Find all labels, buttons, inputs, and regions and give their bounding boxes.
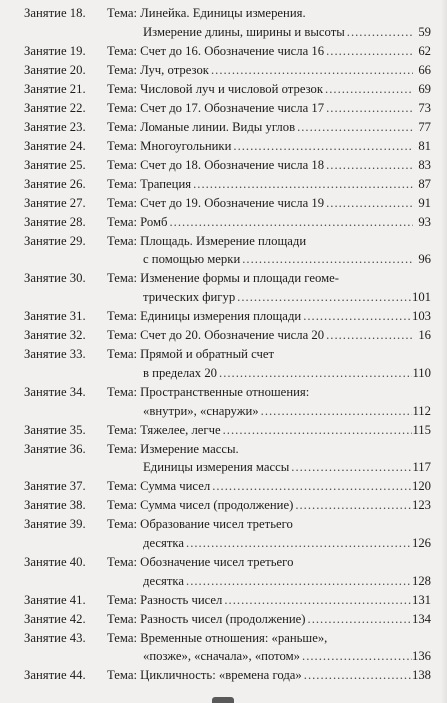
entry-line [107, 4, 431, 23]
page-number: 81 [418, 138, 431, 153]
entry-line [107, 345, 431, 364]
lesson-number: Занятие 18. [24, 6, 86, 20]
lesson-number: Занятие 34. [24, 384, 86, 399]
entry-title: Тема: Пространственные отношения: [107, 384, 310, 399]
entry-line [107, 647, 431, 666]
toc-entry [24, 4, 431, 41]
entry-title: Измерение длины, ширины и высоты [143, 24, 345, 39]
dot-leader [184, 572, 412, 591]
toc-entry [24, 326, 431, 345]
entry-title: Тема: Обозначение чисел третьего [107, 554, 294, 569]
entry-line [107, 61, 431, 80]
entry-title: Тема: Числовой луч и числовой отрезок [107, 81, 324, 96]
entry-title: с помощью мерки [143, 252, 241, 267]
entry-title: Тема: Многоугольники [107, 138, 232, 153]
entry-line [107, 477, 431, 496]
page-number: 123 [411, 498, 431, 513]
dot-leader [302, 666, 412, 685]
dot-leader [324, 326, 413, 345]
entry-title: Тема: Счет до 18. Обозначение числа 18 [107, 157, 325, 172]
lesson-number: Занятие 38. [24, 498, 86, 513]
entry-body [107, 194, 431, 213]
entry-title: Тема: Тяжелее, легче [107, 422, 221, 437]
entry-title: Тема: Площадь. Измерение площади [107, 233, 307, 248]
page-number: 131 [411, 592, 431, 607]
entry-line [107, 591, 431, 610]
page-number: 103 [411, 309, 431, 324]
entry-line [107, 194, 431, 213]
dot-leader [209, 61, 413, 80]
page-number: 91 [418, 195, 431, 210]
entry-line [107, 269, 431, 288]
lesson-number: Занятие 44. [24, 668, 86, 683]
page-number: 110 [412, 365, 431, 380]
page-number: 112 [412, 403, 431, 418]
entry-body [107, 383, 431, 420]
entry-body [107, 515, 431, 552]
entry-body [107, 269, 431, 306]
entry-title: Тема: Разность чисел (продолжение) [107, 611, 306, 626]
toc-entry [24, 118, 431, 137]
toc-entry [24, 666, 431, 685]
lesson-number: Занятие 21. [24, 81, 86, 96]
entry-body [107, 307, 431, 326]
entry-line [107, 458, 431, 477]
entry-title: Тема: Разность чисел [107, 592, 223, 607]
page-number: 87 [418, 176, 431, 191]
entry-line [107, 364, 431, 383]
dot-leader [289, 458, 412, 477]
dot-leader [191, 175, 413, 194]
dot-leader [295, 118, 413, 137]
page-number: 59 [418, 24, 431, 39]
toc-entry [24, 515, 431, 552]
entry-line [107, 383, 431, 402]
toc-entry [24, 137, 431, 156]
page-number: 136 [411, 649, 431, 664]
entry-title: Тема: Счет до 20. Обозначение числа 20 [107, 328, 325, 343]
entry-title: в пределах 20 [143, 365, 218, 380]
dot-leader [293, 496, 412, 515]
dot-leader [259, 402, 413, 421]
toc-entry [24, 80, 431, 99]
entry-line [107, 213, 431, 232]
entry-body [107, 421, 431, 440]
entry-line [107, 250, 431, 269]
entry-body [107, 156, 431, 175]
entry-line [107, 232, 431, 251]
entry-line [107, 402, 431, 421]
lesson-number: Занятие 25. [24, 157, 86, 172]
lesson-number: Занятие 40. [24, 554, 86, 569]
entry-body [107, 118, 431, 137]
entry-line [107, 496, 431, 515]
entry-title: Тема: Луч, отрезок [107, 62, 209, 77]
toc-entry [24, 175, 431, 194]
entry-body [107, 99, 431, 118]
dot-leader [345, 23, 413, 42]
entry-line [107, 572, 431, 591]
entry-title: Тема: Изменение формы и площади геоме- [107, 271, 339, 286]
page-number: 77 [418, 119, 431, 134]
entry-body [107, 666, 431, 685]
entry-line [107, 326, 431, 345]
toc-entry [24, 156, 431, 175]
dot-leader [168, 213, 414, 232]
dot-leader [217, 364, 412, 383]
page-number: 93 [418, 214, 431, 229]
page-number: 134 [411, 611, 431, 626]
page-number: 120 [411, 479, 431, 494]
lesson-number: Занятие 27. [24, 195, 86, 210]
lesson-number: Занятие 24. [24, 138, 86, 153]
entry-body [107, 496, 431, 515]
dot-leader [210, 477, 412, 496]
toc-entry [24, 591, 431, 610]
entry-title: Тема: Сумма чисел (продолжение) [107, 498, 294, 513]
entry-line [107, 99, 431, 118]
lesson-number: Занятие 30. [24, 271, 86, 286]
entry-title: «внутри», «снаружи» [143, 403, 259, 418]
lesson-number: Занятие 19. [24, 43, 86, 58]
entry-body [107, 477, 431, 496]
entry-line [107, 553, 431, 572]
lesson-number: Занятие 36. [24, 441, 86, 456]
entry-body [107, 232, 431, 269]
lesson-number: Занятие 43. [24, 630, 86, 645]
dot-leader [221, 421, 413, 440]
entry-body [107, 345, 431, 382]
lesson-number: Занятие 28. [24, 214, 86, 229]
entry-title: Тема: Трапеция [107, 176, 192, 191]
entry-title: Тема: Ломаные линии. Виды углов [107, 119, 296, 134]
dot-leader [306, 610, 412, 629]
entry-line [107, 666, 431, 685]
page-number: 128 [411, 573, 431, 588]
dot-leader [231, 137, 413, 156]
lesson-number: Занятие 41. [24, 592, 86, 607]
entry-body [107, 80, 431, 99]
entry-line [107, 118, 431, 137]
entry-body [107, 440, 431, 477]
entry-body [107, 175, 431, 194]
dot-leader [240, 250, 413, 269]
entry-line [107, 515, 431, 534]
lesson-number: Занятие 37. [24, 479, 86, 494]
lesson-number: Занятие 23. [24, 119, 86, 134]
entry-body [107, 326, 431, 345]
lesson-number: Занятие 20. [24, 62, 86, 77]
toc-entry [24, 61, 431, 80]
lesson-number: Занятие 32. [24, 328, 86, 343]
page-number: 16 [418, 328, 431, 343]
toc-entry [24, 477, 431, 496]
entry-title: «позже», «сначала», «потом» [143, 649, 301, 664]
entry-body [107, 591, 431, 610]
page-number: 69 [418, 81, 431, 96]
page-number: 126 [411, 535, 431, 550]
lesson-number: Занятие 31. [24, 309, 86, 324]
lesson-number: Занятие 42. [24, 611, 86, 626]
page-number: 101 [411, 290, 431, 305]
entry-title: Тема: Сумма чисел [107, 479, 211, 494]
dot-leader [184, 534, 412, 553]
dot-leader [222, 591, 412, 610]
entry-title: трических фигур [143, 290, 236, 305]
dot-leader [323, 80, 413, 99]
entry-title: десятка [143, 535, 185, 550]
page-number: 96 [418, 252, 431, 267]
entry-title: Тема: Счет до 16. Обозначение числа 16 [107, 43, 325, 58]
toc-entry [24, 553, 431, 590]
entry-line [107, 440, 431, 459]
entry-title: десятка [143, 573, 185, 588]
page-number: 138 [411, 668, 431, 683]
lesson-number: Занятие 29. [24, 233, 86, 248]
entry-title: Единицы измерения массы [143, 460, 290, 475]
toc-entry [24, 421, 431, 440]
entry-title: Тема: Счет до 17. Обозначение числа 17 [107, 100, 325, 115]
page-number: 117 [412, 460, 431, 475]
entry-title: Тема: Линейка. Единицы измерения. [107, 6, 306, 20]
entry-line [107, 288, 431, 307]
entry-title: Тема: Временные отношения: «раньше», [107, 630, 328, 645]
page-edge-shadow [441, 0, 447, 703]
entry-line [107, 629, 431, 648]
entry-body [107, 4, 431, 41]
lesson-number: Занятие 26. [24, 176, 86, 191]
page-number: 115 [412, 422, 431, 437]
dot-leader [324, 99, 413, 118]
toc-entry [24, 194, 431, 213]
dot-leader [324, 42, 413, 61]
toc-entry [24, 345, 431, 382]
entry-title: Тема: Единицы измерения площади [107, 309, 302, 324]
lesson-number: Занятие 22. [24, 100, 86, 115]
dot-leader [300, 647, 412, 666]
entry-line [107, 421, 431, 440]
entry-title: Тема: Образование чисел третьего [107, 517, 293, 532]
entry-body [107, 213, 431, 232]
lesson-number: Занятие 39. [24, 517, 86, 532]
dot-leader [235, 288, 412, 307]
entry-body [107, 137, 431, 156]
entry-line [107, 156, 431, 175]
entry-line [107, 23, 431, 42]
toc-entry [24, 42, 431, 61]
entry-body [107, 61, 431, 80]
entry-title: Тема: Цикличность: «времена года» [107, 668, 302, 683]
entry-title: Тема: Счет до 19. Обозначение числа 19 [107, 195, 325, 210]
toc-entry [24, 610, 431, 629]
toc-entry [24, 307, 431, 326]
entry-body [107, 553, 431, 590]
toc-entry [24, 383, 431, 420]
table-of-contents [24, 4, 431, 685]
dot-leader [301, 307, 412, 326]
entry-title: Тема: Прямой и обратный счет [107, 347, 275, 362]
entry-body [107, 610, 431, 629]
entry-body [107, 42, 431, 61]
lesson-number: Занятие 35. [24, 422, 86, 437]
entry-line [107, 534, 431, 553]
entry-body [107, 629, 431, 666]
toc-entry [24, 232, 431, 269]
page-number: 62 [418, 43, 431, 58]
page-number-fragment [212, 697, 234, 703]
toc-entry [24, 99, 431, 118]
toc-entry [24, 496, 431, 515]
page-number: 73 [418, 100, 431, 115]
page-number: 83 [418, 157, 431, 172]
entry-line [107, 610, 431, 629]
entry-line [107, 137, 431, 156]
entry-line [107, 307, 431, 326]
dot-leader [324, 156, 413, 175]
entry-title: Тема: Ромб [107, 214, 168, 229]
toc-entry [24, 269, 431, 306]
entry-line [107, 80, 431, 99]
page-number: 66 [418, 62, 431, 77]
entry-title: Тема: Измерение массы. [107, 441, 239, 456]
entry-line [107, 42, 431, 61]
toc-entry [24, 213, 431, 232]
dot-leader [324, 194, 413, 213]
lesson-number: Занятие 33. [24, 347, 86, 362]
entry-line [107, 175, 431, 194]
toc-entry [24, 629, 431, 666]
toc-entry [24, 440, 431, 477]
